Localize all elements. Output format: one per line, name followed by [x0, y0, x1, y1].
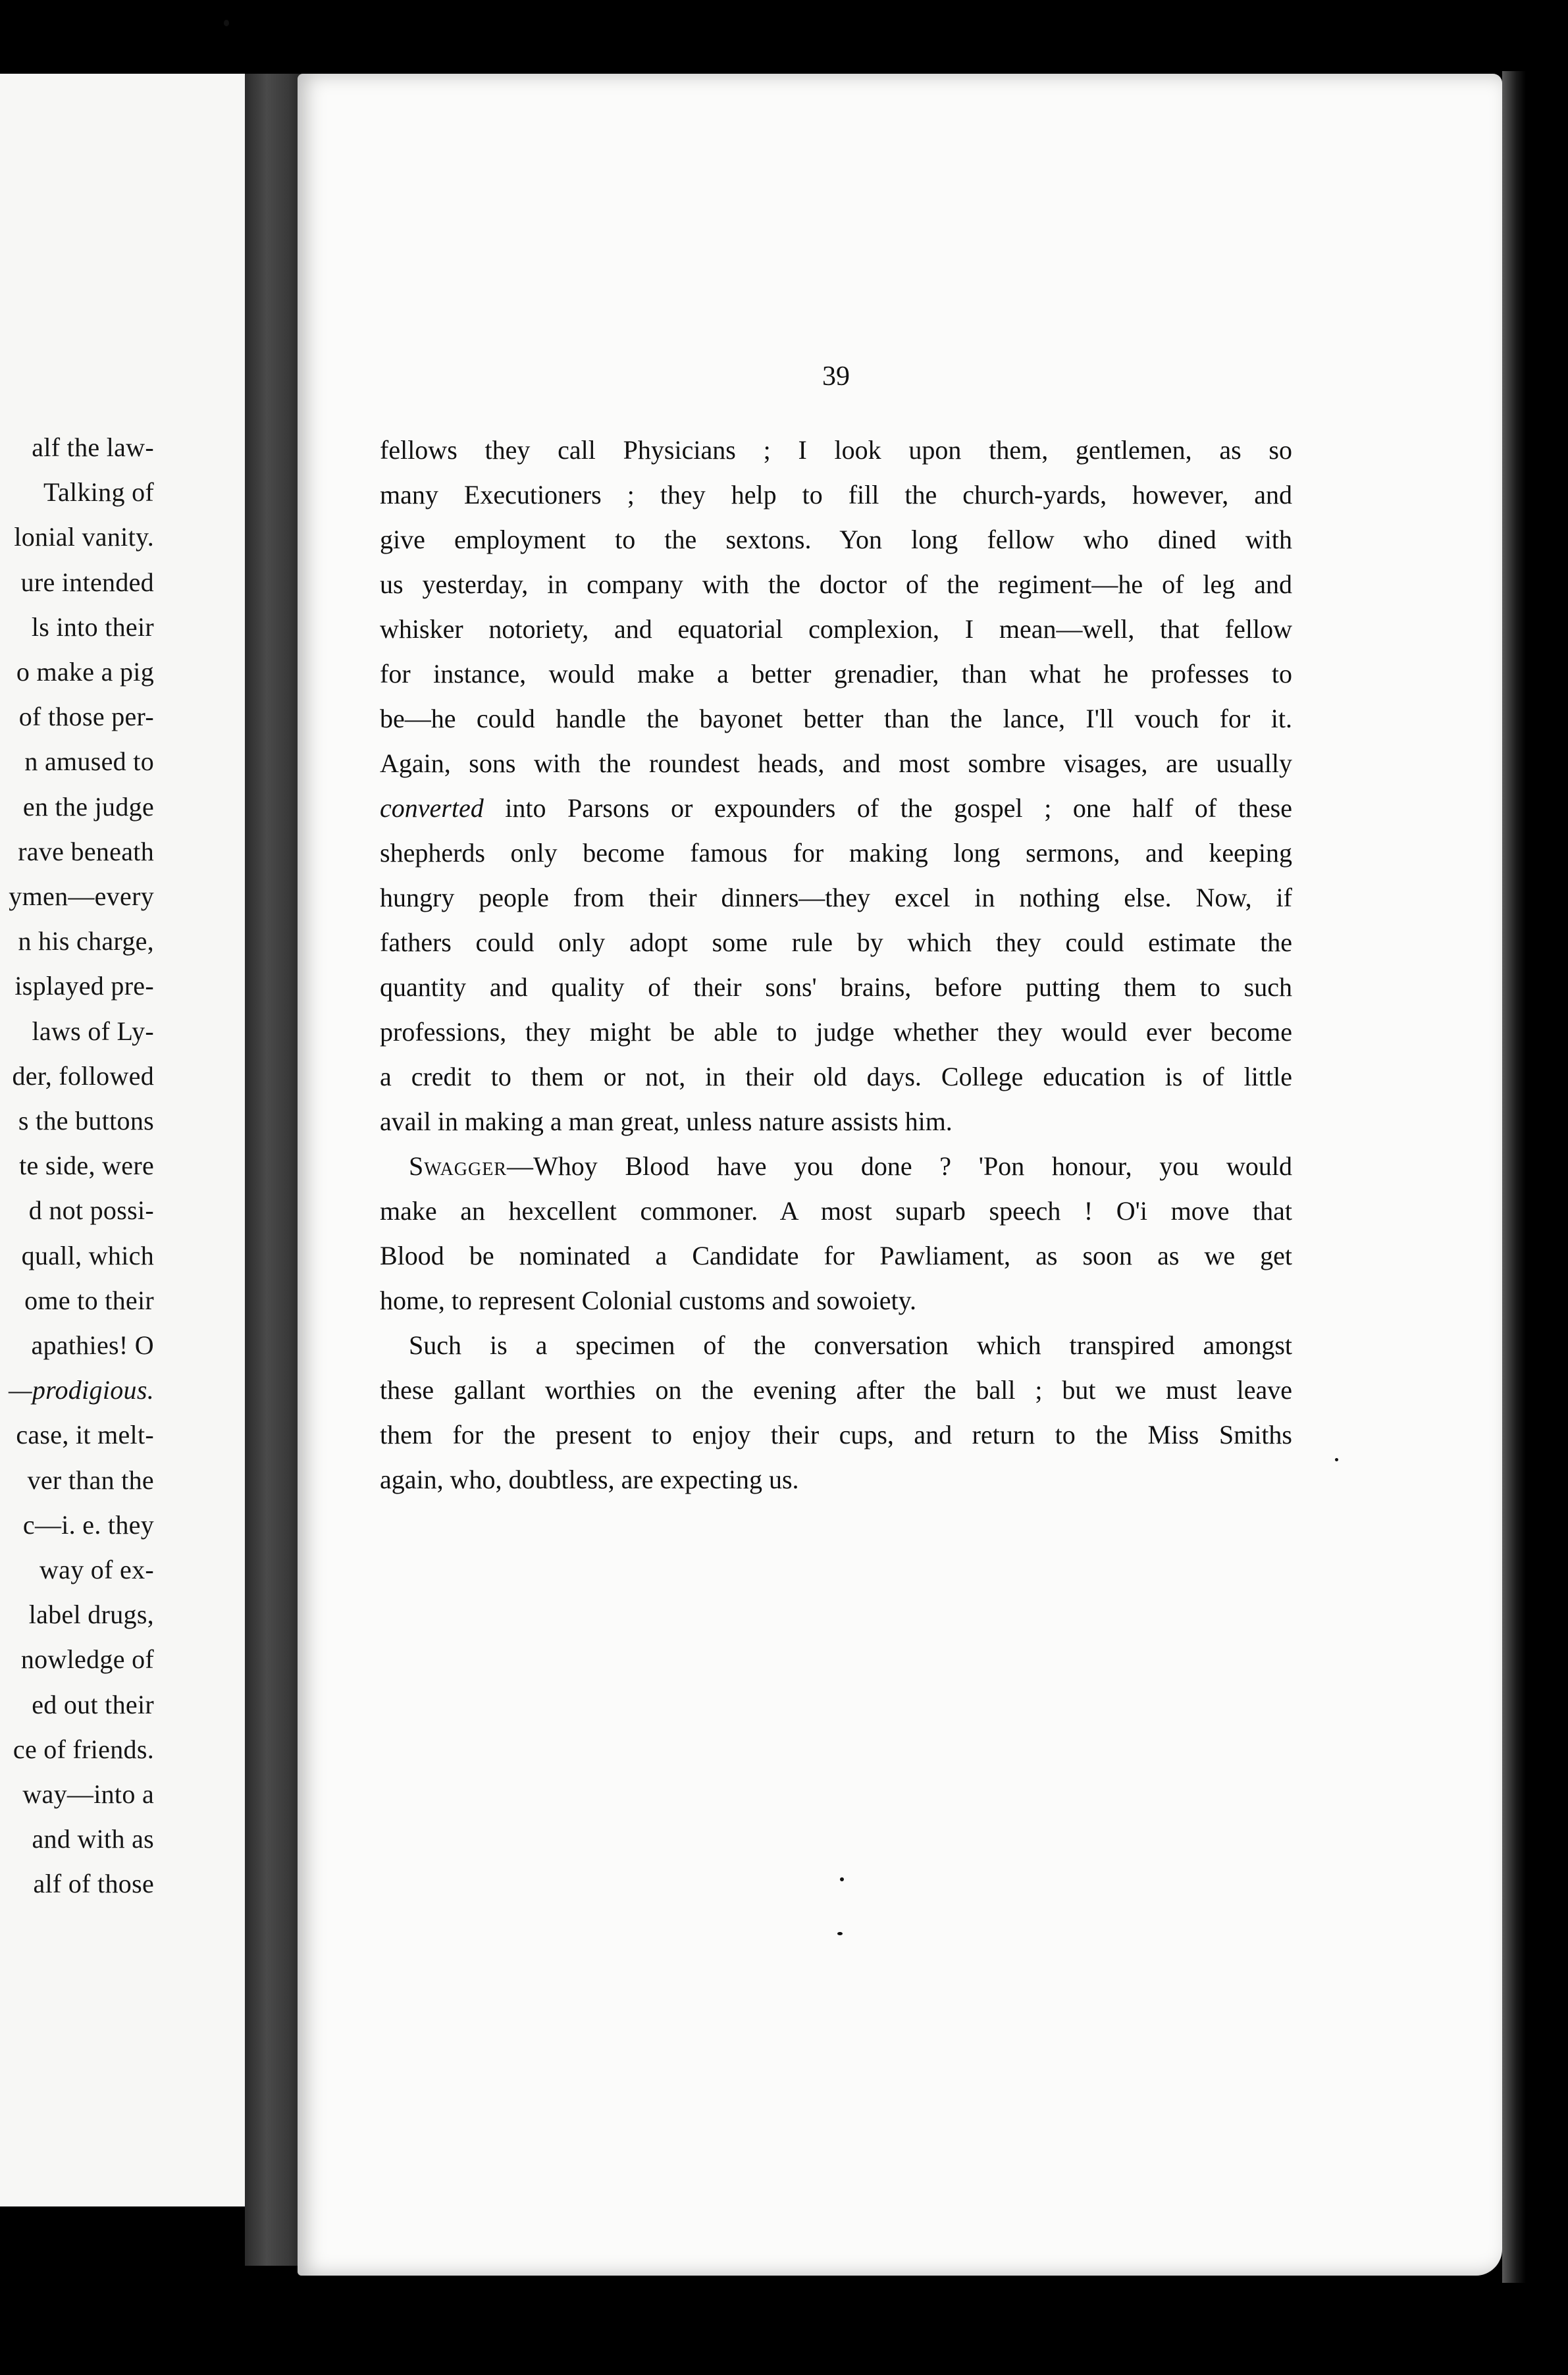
- left-page-line: en the judge: [22, 791, 154, 822]
- left-page-line: nowledge of: [20, 1644, 154, 1675]
- left-page-line: n amused to: [24, 746, 154, 777]
- text-line: quantity and quality of their sons' brains, before putting them to such: [380, 972, 1292, 1002]
- text-line: [380, 786, 1292, 831]
- left-page-line: o make a pig: [16, 657, 154, 687]
- left-page-line: s the buttons: [18, 1106, 154, 1135]
- page-edge: [1502, 71, 1526, 2283]
- text-line: Blood be nominated a Candidate for Pawliament, as soon as we get: [380, 1241, 1292, 1270]
- paragraph-3: [380, 1323, 1292, 1502]
- italic-word: converted: [380, 793, 484, 823]
- left-page-line: way of ex-: [39, 1555, 154, 1584]
- left-page-line: d not possi-: [28, 1195, 154, 1226]
- paragraph-2: [380, 1144, 1292, 1323]
- left-page-line: ver than the: [27, 1465, 154, 1495]
- left-page-line: quall, which: [21, 1240, 154, 1270]
- ink-speck: [837, 1932, 843, 1935]
- left-page-line: ce of friends.: [13, 1734, 154, 1764]
- line-text: —Whoy Blood have you done ? 'Pon honour, you would: [507, 1151, 1292, 1181]
- left-page-line: ls into their: [31, 612, 154, 642]
- left-page-line: laws of Ly-: [32, 1016, 154, 1046]
- left-page-line: n his charge,: [18, 926, 154, 956]
- left-page-line: way—into a: [22, 1779, 154, 1809]
- text-line: these gallant worthies on the evening after the ball ; but we must leave: [380, 1375, 1292, 1405]
- left-page-line: ed out their: [32, 1689, 154, 1719]
- left-facing-page: [0, 74, 245, 2206]
- left-page-line: label drugs,: [28, 1600, 154, 1630]
- text-line: us yesterday, in company with the doctor of the regiment—he of leg and: [380, 569, 1292, 599]
- text-line: a credit to them or not, in their old days. College education is of little: [380, 1062, 1292, 1091]
- left-page-line: isplayed pre-: [14, 971, 154, 1001]
- left-page-line: ymen—every: [9, 881, 154, 911]
- text-line: shepherds only become famous for making long sermons, and keeping: [380, 838, 1292, 868]
- text-line: Again, sons with the roundest heads, and most sombre visages, are usually: [380, 748, 1292, 778]
- left-page-line: alf of those: [33, 1869, 154, 1899]
- text-line: make an hexcellent commoner. A most suparb speech ! O'i move that: [380, 1196, 1292, 1226]
- text-line: home, to represent Colonial customs and sowoiety.: [380, 1286, 917, 1315]
- left-page-line: case, it melt-: [16, 1420, 154, 1450]
- text-line: hungry people from their dinners—they excel in nothing else. Now, if: [380, 883, 1292, 912]
- left-page-line: lonial vanity.: [14, 522, 154, 552]
- text-line: whisker notoriety, and equatorial complexion, I mean—well, that fellow: [380, 614, 1292, 644]
- left-page-line: ure intended: [20, 567, 154, 597]
- text-line: avail in making a man great, unless nature assists him.: [380, 1107, 953, 1136]
- text-line: [380, 1144, 1292, 1189]
- left-page-line: Talking of: [43, 477, 154, 508]
- left-page-line: rave beneath: [18, 836, 154, 866]
- left-page-line: —prodigious.: [8, 1375, 154, 1405]
- left-page-line: ome to their: [24, 1285, 154, 1315]
- line-text: into Parsons or expounders of the gospel ; one half of these: [483, 793, 1292, 823]
- text-line: again, who, doubtless, are expecting us.: [380, 1465, 799, 1494]
- ink-speck: [1335, 1458, 1338, 1461]
- left-page-line: and with as: [32, 1824, 154, 1854]
- left-page-line: alf the law-: [32, 432, 154, 462]
- text-line: Such is a specimen of the conversation which transpired amongst: [409, 1330, 1292, 1360]
- text-line: them for the present to enjoy their cups, and return to the Miss Smiths: [380, 1420, 1292, 1449]
- left-page-line: of those per-: [18, 702, 154, 732]
- left-page-line: der, followed: [12, 1060, 154, 1091]
- left-page-line: c—i. e. they: [22, 1509, 154, 1540]
- page-number: 39: [822, 361, 850, 392]
- paragraph-1: [380, 428, 1292, 1144]
- speaker-name: Swagger: [409, 1151, 508, 1181]
- text-line: fellows they call Physicians ; I look upon them, gentlemen, as so: [380, 435, 1292, 465]
- left-page-line: te side, were: [19, 1151, 154, 1181]
- text-line: be—he could handle the bayonet better than the lance, I'll vouch for it.: [380, 704, 1292, 733]
- page-body-text: [380, 428, 1292, 1502]
- text-line: many Executioners ; they help to fill the church-yards, however, and: [380, 480, 1292, 509]
- ink-speck: [840, 1877, 844, 1881]
- text-line: fathers could only adopt some rule by which they could estimate the: [380, 927, 1292, 957]
- ink-speck: [224, 20, 229, 26]
- left-page-line: apathies! O: [31, 1330, 154, 1360]
- text-line: professions, they might be able to judge whether they would ever become: [380, 1017, 1292, 1047]
- text-line: for instance, would make a better grenadier, than what he professes to: [380, 659, 1292, 689]
- text-line: give employment to the sextons. Yon long fellow who dined with: [380, 525, 1292, 554]
